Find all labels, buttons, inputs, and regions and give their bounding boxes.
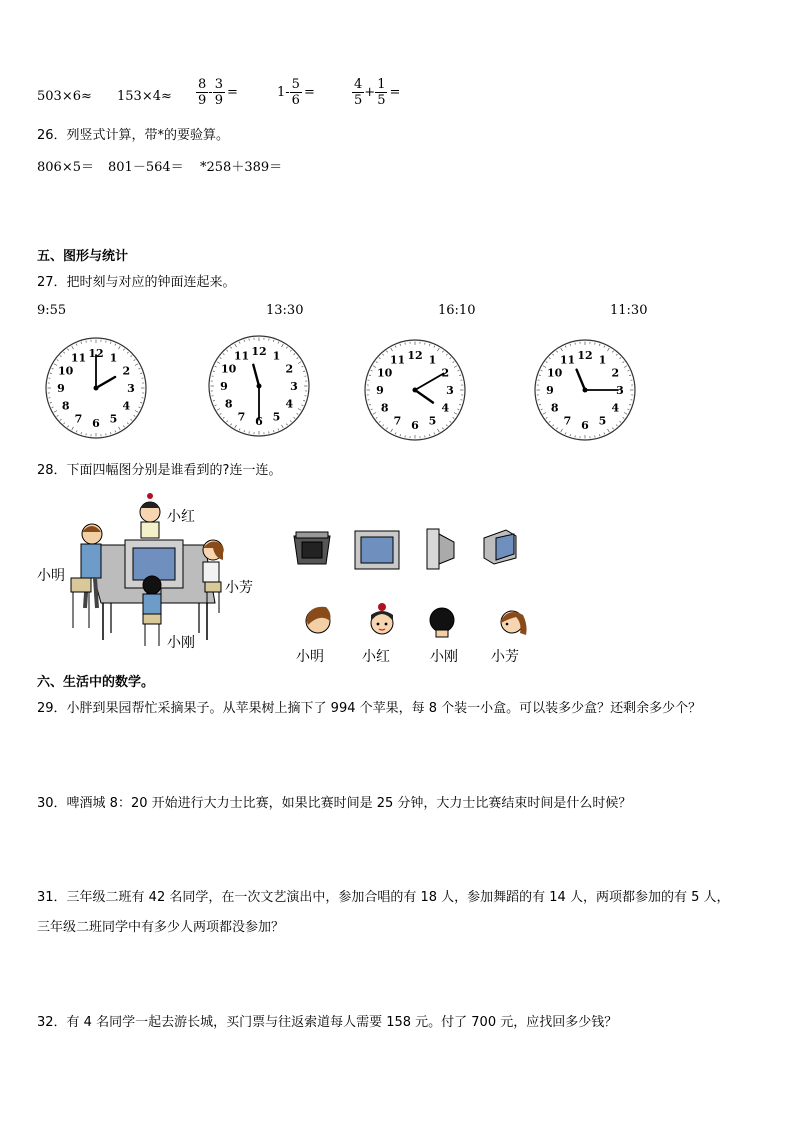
clock-center <box>413 388 418 393</box>
clock-numeral: 5 <box>272 410 281 424</box>
time-label-2: 13:30 <box>266 303 304 318</box>
clock-face-4[interactable] <box>532 337 638 443</box>
head-label-xiaogang: 小刚 <box>430 649 458 665</box>
scene-label-xiaofang: 小芳 <box>225 580 253 596</box>
clock-numeral: 9 <box>220 380 228 393</box>
clock-numeral: 1 <box>109 351 118 365</box>
scene-label-xiaogang: 小刚 <box>167 635 195 651</box>
clock-numeral: 1 <box>428 353 437 367</box>
clock-numeral: 8 <box>224 397 233 411</box>
clock-numeral: 4 <box>441 401 450 415</box>
clock-numeral: 11 <box>389 353 406 367</box>
q30-text: 30．啤酒城 8：20 开始进行大力士比赛，如果比赛时间是 25 分钟，大力士比赛结束时间是什么时候？ <box>37 796 632 811</box>
clock-numeral: 3 <box>446 384 454 397</box>
q26-expr-3: *258＋389＝ <box>200 160 283 175</box>
clock-numeral: 4 <box>611 401 620 415</box>
classroom-scene-illustration <box>37 488 267 653</box>
clock-numeral: 1 <box>598 353 607 367</box>
q26-expr-1: 806×5＝ <box>37 160 94 175</box>
clock-face-3[interactable] <box>362 337 468 443</box>
clock-numeral: 7 <box>393 414 402 428</box>
clock-numeral: 9 <box>376 384 384 397</box>
clock-center <box>583 388 588 393</box>
fraction-expr-3: $\frac{4}{5}$ + $\frac{1}{5}$ = <box>354 77 401 108</box>
head-xiaogang[interactable] <box>428 603 456 639</box>
q28-title: 28．下面四幅图分别是谁看到的?连一连。 <box>37 463 282 478</box>
estimate-expr-2: 153×4≈ <box>117 89 172 104</box>
head-xiaoming[interactable] <box>304 603 332 639</box>
clock-numeral: 10 <box>547 366 563 380</box>
clock-numeral: 11 <box>233 349 250 363</box>
clock-numeral: 2 <box>441 366 450 380</box>
q31-text-line2: 三年级二班同学中有多少人两项都没参加？ <box>37 920 285 935</box>
clock-numeral: 12 <box>577 349 593 362</box>
clock-numeral: 4 <box>122 399 131 413</box>
clock-numeral: 2 <box>285 362 294 376</box>
time-label-3: 16:10 <box>438 303 476 318</box>
clock-numeral: 2 <box>611 366 620 380</box>
clock-numeral: 11 <box>70 351 87 365</box>
clock-numeral: 7 <box>563 414 572 428</box>
q27-title: 27．把时刻与对应的钟面连起来。 <box>37 275 236 290</box>
fraction-expr-1: $\frac{8}{9}$ - $\frac{3}{9}$ = <box>198 77 238 108</box>
clock-numeral: 12 <box>251 345 267 358</box>
q29-text: 29．小胖到果园帮忙采摘果子。从苹果树上摘下了 994 个苹果，每 8 个装一小盒。可以装多少盒？还剩余多少个？ <box>37 701 702 716</box>
clock-numeral: 3 <box>616 384 624 397</box>
clock-numeral: 10 <box>58 364 74 378</box>
section-title-5: 五、图形与统计 <box>37 249 129 264</box>
scene-label-xiaohong: 小红 <box>167 509 195 525</box>
time-label-1: 9:55 <box>37 303 67 318</box>
clock-numeral: 7 <box>237 410 246 424</box>
head-label-xiaofang: 小芳 <box>491 649 519 665</box>
monitor-angle-view[interactable] <box>482 528 518 566</box>
head-xiaofang[interactable] <box>498 603 530 641</box>
fraction-expr-2: 1- $\frac{5}{6}$ = <box>277 77 315 108</box>
clock-face-2[interactable] <box>206 333 312 439</box>
clock-numeral: 3 <box>127 382 135 395</box>
clock-numeral: 4 <box>285 397 294 411</box>
clock-numeral: 8 <box>61 399 70 413</box>
q26-expr-2: 801－564＝ <box>108 160 184 175</box>
clock-numeral: 9 <box>57 382 65 395</box>
clock-numeral: 9 <box>546 384 554 397</box>
clock-numeral: 6 <box>255 415 263 428</box>
clock-numeral: 5 <box>598 414 607 428</box>
head-xiaohong[interactable] <box>368 601 396 639</box>
clock-numeral: 6 <box>581 419 589 432</box>
clock-center <box>94 386 99 391</box>
clock-numeral: 6 <box>92 417 100 430</box>
clock-numeral: 2 <box>122 364 131 378</box>
clock-numeral: 8 <box>550 401 559 415</box>
clock-numeral: 3 <box>290 380 298 393</box>
time-label-4: 11:30 <box>610 303 648 318</box>
clock-numeral: 5 <box>428 414 437 428</box>
q31-text-line1: 31．三年级二班有 42 名同学，在一次文艺演出中，参加合唱的有 18 人，参加舞蹈的有 14 人，两项都参加的有 5 人， <box>37 890 730 905</box>
scene-label-xiaoming: 小明 <box>37 568 65 584</box>
monitor-side-view[interactable] <box>426 528 456 570</box>
head-label-xiaohong: 小红 <box>362 649 390 665</box>
head-label-xiaoming: 小明 <box>296 649 324 665</box>
estimate-expr-1: 503×6≈ <box>37 89 92 104</box>
monitor-front-view[interactable] <box>354 530 400 570</box>
clock-numeral: 10 <box>221 362 237 376</box>
clock-numeral: 11 <box>559 353 576 367</box>
clock-numeral: 1 <box>272 349 281 363</box>
q26-title: 26．列竖式计算，带*的要验算。 <box>37 128 230 143</box>
clock-numeral: 6 <box>411 419 419 432</box>
clock-numeral: 7 <box>74 412 83 426</box>
clock-face-1[interactable] <box>43 335 149 441</box>
q32-text: 32．有 4 名同学一起去游长城，买门票与往返索道每人需要 158 元。付了 700 元，应找回多少钱？ <box>37 1015 618 1030</box>
clock-numeral: 8 <box>380 401 389 415</box>
section-title-6: 六、生活中的数学。 <box>37 675 155 690</box>
clock-numeral: 5 <box>109 412 118 426</box>
clock-numeral: 12 <box>407 349 423 362</box>
monitor-back-view[interactable] <box>292 530 332 568</box>
clock-numeral: 12 <box>88 347 104 360</box>
clock-center <box>257 384 262 389</box>
clock-numeral: 10 <box>377 366 393 380</box>
